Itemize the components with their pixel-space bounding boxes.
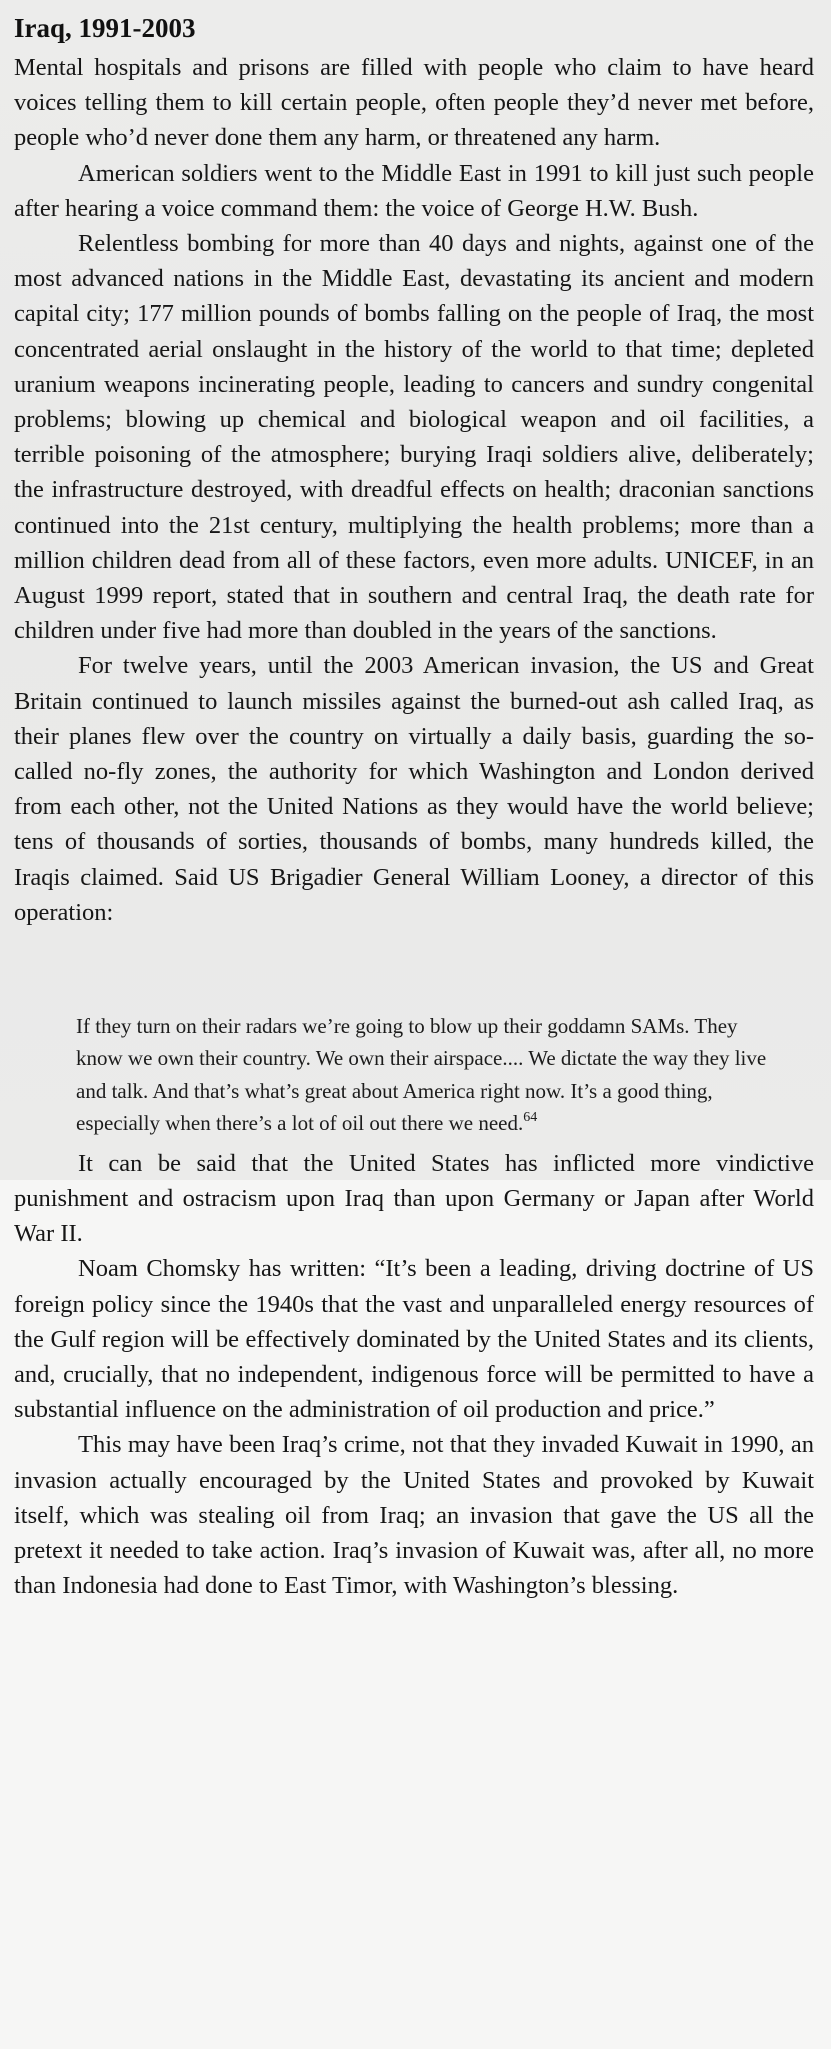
paragraph-2: American soldiers went to the Middle East in 1991 to kill just such people after hearing a voice command them: the voice of George H.W. Bush. — [14, 159, 814, 222]
paragraph-4: For twelve years, until the 2003 American invasion, the US and Great Britain continued to launch missiles against the burned-out ash called Iraq, as their planes flew over the country on virtually a daily basis, guarding the so-called no-fly zones, the authority for which Washington and London derived from each other, not the United Nations as they would have the world believe; tens of thousands of sorties, thousands of bombs, many hundreds killed, the Iraqis claimed. Said US Brigadier General William Looney, a director of this operation: — [14, 652, 814, 926]
paragraph-3: Relentless bombing for more than 40 days and nights, against one of the most advanced nations in the Middle East, devastating its ancient and modern capital city; 177 million pounds of bombs falling on the people of Iraq, the most concentrated aerial onslaught in the history of the world to that time; depleted uranium weapons incinerating people, leading to cancers and sundry congenital problems; blowing up chemical and biological weapon and oil facilities, a terrible poisoning of the atmosphere; burying Iraqi soldiers alive, deliberately; the infrastructure destroyed, with dreadful effects on health; draconian sanctions continued into the 21st century, multiplying the health problems; more than a million children dead from all of these factors, even more adults. UNICEF, in an August 1999 report, stated that in southern and central Iraq, the death rate for children under five had more than doubled in the years of the sanctions. — [14, 230, 814, 645]
paragraph-1: Mental hospitals and prisons are filled with people who claim to have heard voices telling them to kill certain people, often people they’d never met before, people who’d never done them any harm, or threatened any harm. — [14, 54, 814, 152]
quote-text: If they turn on their radars we’re going to blow up their goddamn SAMs. They know we own their country. We own their airspace.... We dictate the way they live and talk. And that’s what’s great about America right now. It’s a good thing, especially when there’s a lot of oil out there we need. — [76, 1014, 767, 1136]
block-quote — [76, 1010, 768, 1140]
section-heading: Iraq, 1991-2003 — [14, 13, 196, 43]
paragraph-7: This may have been Iraq’s crime, not that they invaded Kuwait in 1990, an invasion actually encouraged by the United States and provoked by Kuwait itself, which was stealing oil from Iraq; an invasion that gave the US all the pretext it needed to take action. Iraq’s invasion of Kuwait was, after all, no more than Indonesia had done to East Timor, with Washington’s blessing. — [14, 1431, 814, 1600]
footnote-marker: 64 — [523, 1110, 538, 1126]
page-content — [14, 10, 814, 1603]
paragraph-5: It can be said that the United States has inflicted more vindictive punishment and ostracism upon Iraq than upon Germany or Japan after World War II. — [14, 1149, 814, 1248]
paragraph-6: Noam Chomsky has written: “It’s been a leading, driving doctrine of US foreign policy since the 1940s that the vast and unparalleled energy resources of the Gulf region will be effectively dominated by the United States and its clients, and, crucially, that no independent, indigenous force will be permitted to have a substantial influence on the administration of oil production and price.” — [14, 1255, 814, 1424]
